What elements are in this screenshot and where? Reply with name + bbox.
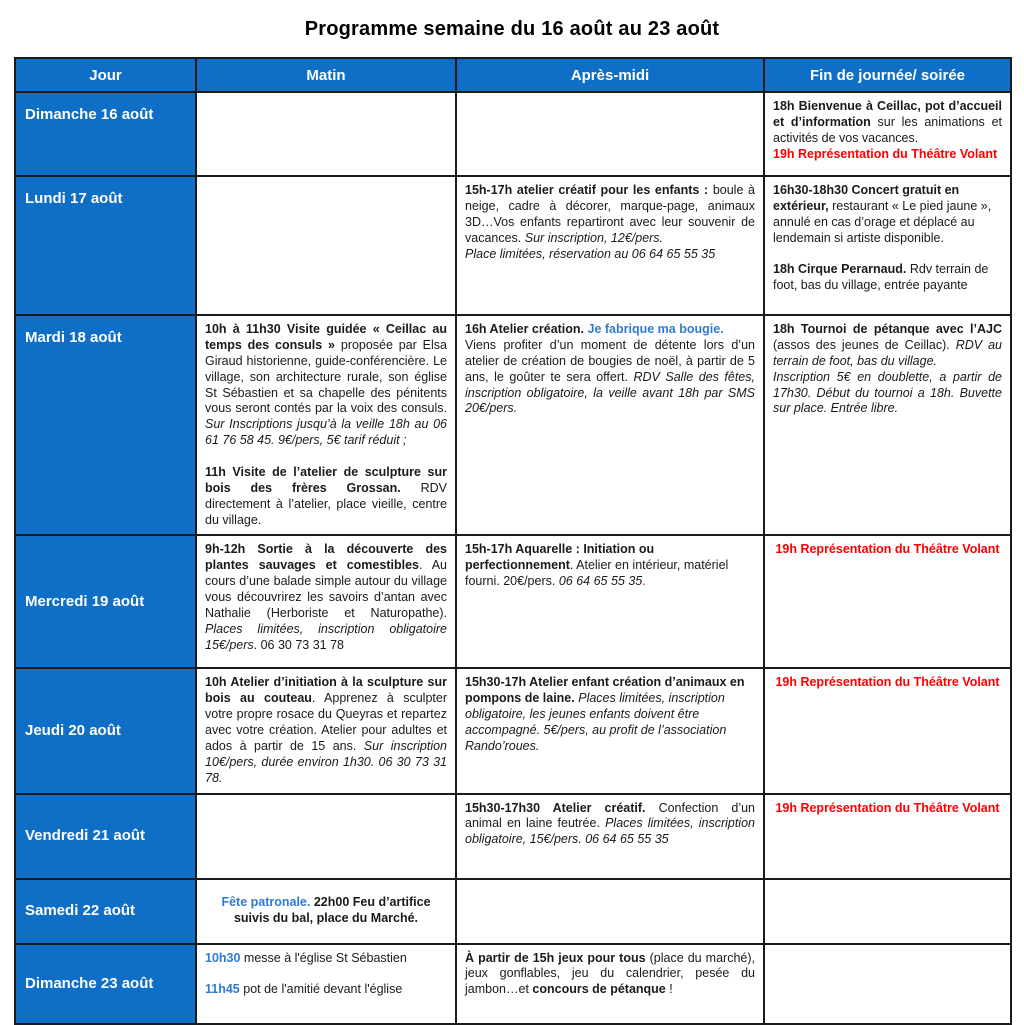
schedule-text — [205, 465, 447, 529]
schedule-text — [773, 542, 1002, 558]
blank-line — [205, 966, 447, 982]
text-segment: Rdv terrain de foot, bas du village, entrée payante — [773, 262, 989, 293]
table-row — [15, 92, 1011, 176]
schedule-text — [773, 322, 1002, 370]
schedule-cell — [764, 315, 1011, 535]
table-row — [15, 879, 1011, 944]
text-segment: 10h Atelier d’initiation à la sculpture sur bois au couteau — [205, 675, 447, 706]
schedule-text — [465, 183, 755, 247]
text-segment: 06 64 65 55 35 — [558, 574, 643, 589]
text-segment: proposée par Elsa Giraud historienne, guide-conférencière. Le village, son architecture rurale, son église St Sébastien et sa chapelle des pénitents vous seront contés par la voix des consuls. — [205, 337, 447, 416]
text-segment: Places limitées, inscription obligatoire 15€/pers — [205, 621, 447, 652]
schedule-text — [205, 951, 447, 967]
text-segment: 18h Tournoi de pétanque avec l’AJC — [773, 322, 1002, 336]
day-cell: Mardi 18 août — [15, 315, 196, 535]
day-cell: Samedi 22 août — [15, 879, 196, 944]
table-row — [15, 668, 1011, 793]
schedule-text — [465, 542, 755, 590]
schedule-text — [465, 675, 755, 754]
text-segment: Places limitées, inscription obligatoire, les jeunes enfants doivent être accompagné. 5€/pers, au profit de l’association Rando’roues. — [465, 691, 727, 753]
text-segment: Fête patronale. — [221, 895, 311, 910]
text-segment: . Apprenez à sculpter votre propre rosace du Queyras et repartez avec votre création. Atelier pour adultes et ados à partir de 15 ans. — [205, 691, 447, 753]
schedule-cell — [764, 176, 1011, 315]
schedule-text — [205, 895, 447, 927]
text-segment: Place limitées, réservation au 06 64 65 55 35 — [465, 246, 716, 261]
text-segment: . 06 30 73 31 78 — [253, 637, 345, 652]
text-segment: Inscription 5€ en doublette, a partir de 17h30. Début du tournoi a 18h. Buvette sur place. Entrée libre. — [773, 369, 1002, 416]
table-row — [15, 315, 1011, 535]
schedule-cell — [456, 315, 764, 535]
table-row — [15, 176, 1011, 315]
day-cell: Vendredi 21 août — [15, 794, 196, 879]
text-segment: 19h Représentation du Théâtre Volant — [775, 675, 1000, 690]
text-segment: Sur inscription, 12€/pers. — [524, 230, 664, 245]
schedule-text — [205, 982, 447, 998]
schedule-text — [773, 99, 1002, 147]
day-cell: Jeudi 20 août — [15, 668, 196, 793]
text-segment: RDV Salle des fêtes, inscription obligatoire, la veille avant 18h par SMS 20€/pers. — [465, 369, 755, 416]
day-cell: Dimanche 23 août — [15, 944, 196, 1024]
blank-line — [205, 449, 447, 465]
schedule-cell — [456, 879, 764, 944]
text-segment: Sur Inscriptions jusqu’à la veille 18h au 06 61 76 58 45. 9€/pers, 5€ tarif réduit ; — [205, 417, 447, 448]
text-segment: 15h-17h Aquarelle : Initiation ou perfectionnement — [465, 542, 655, 573]
schedule-text — [773, 262, 1002, 294]
text-segment: 19h Représentation du Théâtre Volant — [775, 542, 1000, 557]
schedule-cell — [196, 944, 456, 1024]
schedule-cell — [456, 794, 764, 879]
text-segment: restaurant « Le pied jaune », annulé en cas d’orage et déplacé au lendemain si artiste disponible. — [773, 198, 992, 245]
schedule-cell — [764, 668, 1011, 793]
schedule-text — [205, 675, 447, 786]
text-segment: 18h Cirque Perarnaud. — [773, 262, 907, 277]
column-header-jour: Jour — [15, 58, 196, 92]
text-segment: 22h00 Feu d’artifice suivis du bal, place du Marché. — [233, 895, 431, 925]
schedule-cell — [764, 944, 1011, 1024]
text-segment: (assos des jeunes de Ceillac). — [773, 337, 956, 352]
schedule-text — [465, 951, 755, 999]
schedule-text — [465, 801, 755, 849]
text-segment: boule à neige, cadre à décorer, marque-page, animaux 3D…Vos enfants repartiront avec leur souvenir de vacances. — [465, 183, 755, 245]
schedule-cell — [456, 944, 764, 1024]
page-title: Programme semaine du 16 août au 23 août — [304, 18, 720, 40]
table-row — [15, 535, 1011, 668]
schedule-text — [773, 147, 1002, 163]
text-segment: 18h Bienvenue à Ceillac, pot d’accueil et d’information — [773, 99, 1002, 129]
header-row — [15, 58, 1011, 92]
schedule-cell — [764, 92, 1011, 176]
text-segment: RDV directement à l’atelier, place vieille, centre du village. — [205, 480, 447, 527]
text-segment: . Au cours d’une balade simple autour du village vous découvrirez les savoirs d’antan avec Nathalie (Herboriste et Naturopathe). — [205, 558, 448, 620]
schedule-cell — [196, 879, 456, 944]
schedule-cell — [196, 668, 456, 793]
text-segment: pot de l'amitié devant l'église — [239, 982, 403, 997]
schedule-cell — [196, 176, 456, 315]
schedule-text — [465, 338, 755, 417]
text-segment: 15h-17h atelier créatif pour les enfants : — [465, 183, 709, 197]
schedule-cell — [196, 92, 456, 176]
column-header-fin-de-journee: Fin de journée/ soirée — [764, 58, 1011, 92]
schedule-cell — [764, 879, 1011, 944]
text-segment: 11h45 — [205, 982, 240, 997]
text-segment: 16h30-18h30 Concert gratuit en extérieur, — [773, 183, 960, 213]
text-segment: 16h Atelier création. — [465, 322, 585, 336]
text-segment: 10h30 — [205, 950, 241, 965]
text-segment: 15h30-17h Atelier enfant création d’animaux en pompons de laine. — [465, 675, 745, 706]
text-segment: Je fabrique ma bougie. — [587, 322, 724, 336]
text-segment: RDV au terrain de foot, bas du village. — [773, 337, 1002, 368]
text-segment: 19h Représentation du Théâtre Volant — [773, 146, 998, 161]
text-segment: . — [642, 574, 646, 589]
column-header-apres-midi: Après-midi — [456, 58, 764, 92]
text-segment: 19h Représentation du Théâtre Volant — [775, 800, 1000, 815]
column-header-matin: Matin — [196, 58, 456, 92]
schedule-text — [205, 322, 447, 449]
text-segment: 15h30-17h30 Atelier créatif. — [465, 800, 646, 815]
schedule-cell — [764, 794, 1011, 879]
schedule-text — [773, 183, 1002, 247]
table-row — [15, 944, 1011, 1024]
text-segment: 9h-12h Sortie à la découverte des plantes sauvages et comestibles — [205, 542, 447, 573]
schedule-text — [773, 370, 1002, 418]
schedule-cell — [764, 535, 1011, 668]
schedule-cell — [456, 535, 764, 668]
schedule-cell — [456, 668, 764, 793]
day-cell: Dimanche 16 août — [15, 92, 196, 176]
text-segment: ! — [665, 982, 673, 997]
text-segment: messe à l'église St Sébastien — [240, 950, 407, 965]
text-segment: 11h Visite de l’atelier de sculpture sur bois des frères Grossan. — [205, 464, 447, 495]
text-segment: sur les animations et activités de vos vacances. — [773, 114, 1002, 145]
text-segment: Viens profiter d’un moment de détente lors d’un atelier de création de bougies de noël, à partir de 5 ans, le goûter te sera offert. — [465, 337, 755, 384]
day-cell: Mercredi 19 août — [15, 535, 196, 668]
program-table-body — [15, 92, 1011, 1024]
blank-line — [773, 247, 1002, 263]
schedule-text — [205, 542, 447, 653]
day-cell: Lundi 17 août — [15, 176, 196, 315]
text-segment: Confection d’un animal en laine feutrée. — [465, 800, 755, 831]
table-row — [15, 794, 1011, 879]
table-header — [15, 58, 1011, 92]
text-segment: Places limitées, inscription obligatoire, 15€/pers. 06 64 65 55 35 — [465, 816, 755, 847]
text-segment: . Atelier en intérieur, matériel fourni. 20€/pers. — [465, 558, 729, 589]
text-segment: concours de pétanque — [532, 982, 666, 997]
schedule-cell — [196, 535, 456, 668]
text-segment: (place du marché), jeux gonflables, jeu du calendrier, pesée du jambon…et — [465, 950, 755, 997]
schedule-cell — [456, 176, 764, 315]
text-segment: Sur inscription 10€/pers, durée environ 1h30. 06 30 73 31 78. — [205, 738, 447, 785]
schedule-text — [773, 675, 1002, 691]
schedule-text — [773, 801, 1002, 817]
text-segment: À partir de 15h jeux pour tous — [465, 950, 646, 965]
schedule-cell — [196, 315, 456, 535]
schedule-text — [465, 247, 755, 263]
schedule-text — [465, 322, 755, 338]
schedule-cell — [196, 794, 456, 879]
schedule-cell — [456, 92, 764, 176]
text-segment: 10h à 11h30 Visite guidée « Ceillac au temps des consuls » — [205, 322, 447, 352]
program-table — [14, 57, 1012, 1025]
